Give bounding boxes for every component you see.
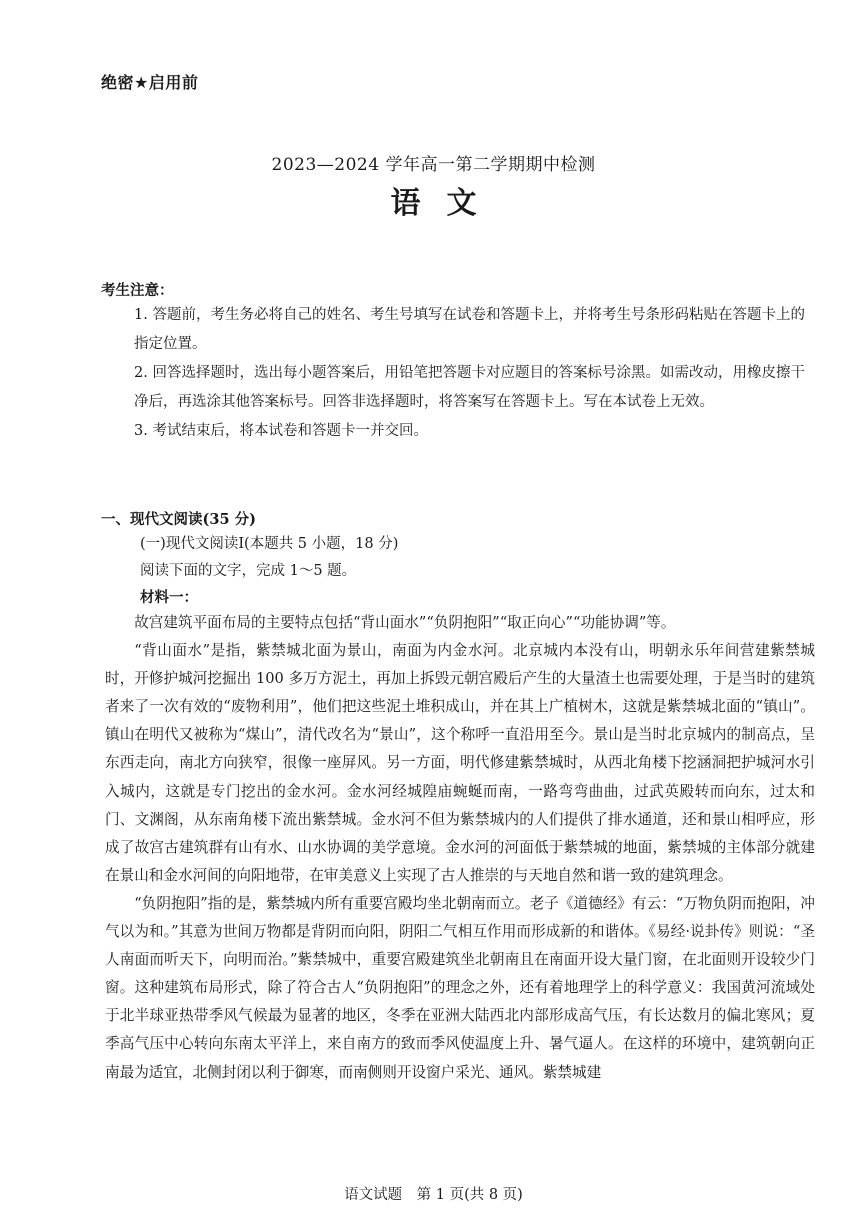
notice-item: 2. 回答选择题时，选出每小题答案后，用铅笔把答题卡对应题目的答案标号涂黑。如需改动，用橡皮擦干净后，再选涂其他答案标号。回答非选择题时，将答案写在答题卡上。写在本试卷上无效。 <box>134 365 805 410</box>
passage-paragraph: “背山面水”是指，紫禁城北面为景山，南面为内金水河。北京城内本没有山，明朝永乐年间营建紫禁城时，开修护城河挖掘出 100 多万方泥土，再加上拆毁元朝宫殿后产生的大量渣土也需要处理，于是当时的建筑者来了一次有效的“废物利用”，他们把这些泥土堆积成山，并在其上广植树木，这就是紫禁城北面的“镇山”。镇山在明代又被称为“煤山”，清代改名为“景山”，这个称呼一直沿用至今。景山是当时北京城内的制高点，呈东西走向，南北方向狭窄，很像一座屏风。另一方面，明代修建紫禁城时，从西北角楼下挖涵洞把护城河水引入城内，这就是专门挖出的金水河。金水河经城隍庙蜿蜒而南，一路弯弯曲曲，过武英殿转而向东，过太和门、文渊阁，从东南角楼下流出紫禁城。金水河不但为紫禁城内的人们提供了排水通道，还和景山相呼应，形成了故宫古建筑群有山有水、山水协调的美学意境。金水河的河面低于紫禁城的地面，紫禁城的主体部分就建在景山和金水河间的向阳地带，在审美意义上实现了古人推崇的与天地自然和谐一致的建筑理念。 <box>105 642 815 884</box>
passage-paragraph: “负阴抱阳”指的是，紫禁城内所有重要宫殿均坐北朝南而立。老子《道德经》有云：“万物负阴而抱阳，冲气以为和。”其意为世间万物都是背阴而向阳，阴阳二气相互作用而形成新的和谐体。《易经·说卦传》则说：“圣人南面而听天下，向明而治。”紫禁城中，重要宫殿建筑坐北朝南且在南面开设大量门窗，在北面则开设较少门窗。这种建筑布局形式，除了符合古人“负阴抱阳”的理念之外，还有着地理学上的科学意义：我国黄河流域处于北半球亚热带季风气候最为显著的地区，冬季在亚洲大陆西北内部形成高气压，有长达数月的偏北寒风；夏季高气压中心转向东南太平洋上，来自南方的致而季风使温度上升、暑气逼人。在这样的环境中，建筑朝向正南最为适宜，北侧封闭以利于御寒，而南侧则开设窗户采光、通风。紫禁城建 <box>105 894 815 1081</box>
notice-item: 1. 答题前，考生务必将自己的姓名、考生号填写在试卷和答题卡上，并将考生号条形码粘贴在答题卡上的指定位置。 <box>134 307 805 352</box>
reading-instruction: 阅读下面的文字，完成 1～5 题。 <box>140 563 357 579</box>
notice-list <box>134 301 814 446</box>
notice-heading: 考生注意： <box>101 283 174 299</box>
page-footer: 语文试题 第 1 页(共 8 页) <box>344 1187 523 1203</box>
exam-title: 2023—2024 学年高一第二学期期中检测 <box>271 155 596 175</box>
section-subheading: (一)现代文阅读Ⅰ(本题共 5 小题，18 分) <box>140 536 399 552</box>
passage-paragraph: 故宫建筑平面布局的主要特点包括“背山面水”“负阴抱阳”“取正向心”“功能协调”等。 <box>134 614 676 631</box>
notice-item: 3. 考试结束后，将本试卷和答题卡一并交回。 <box>134 423 428 439</box>
reading-passage <box>105 609 815 1087</box>
subject-title: 语文 <box>390 186 503 221</box>
material-label: 材料一： <box>140 589 198 606</box>
section-heading: 一、现代文阅读(35 分) <box>101 511 256 528</box>
confidential-label: 绝密★启用前 <box>101 73 199 92</box>
